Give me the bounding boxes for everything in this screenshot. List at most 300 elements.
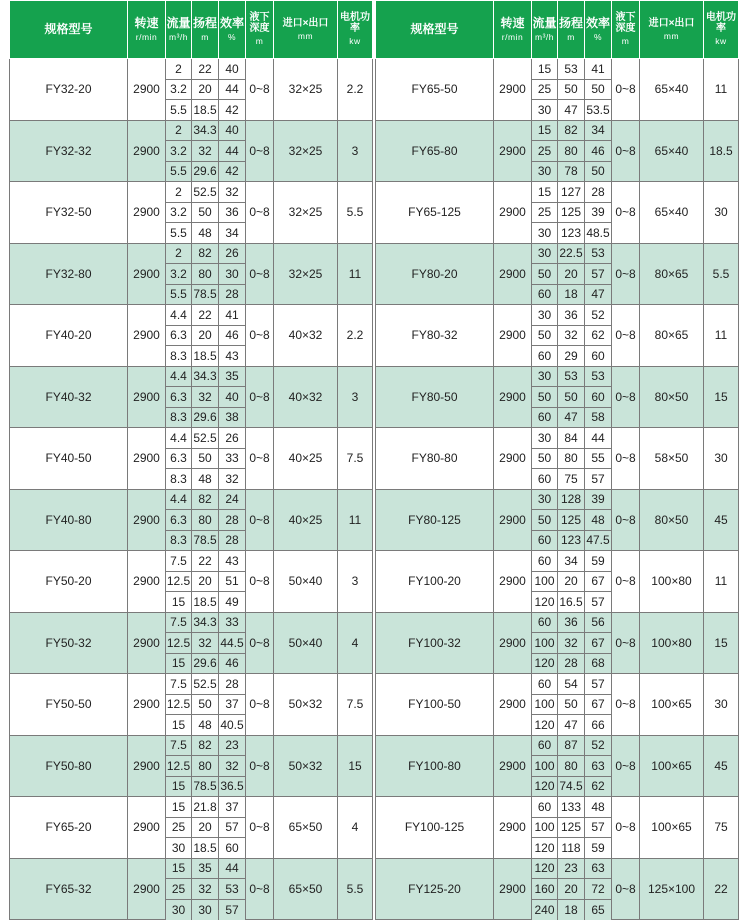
efficiency-cell: 65	[585, 899, 612, 920]
flow-cell: 100	[532, 817, 558, 838]
head-cell: 30	[192, 899, 219, 920]
head-cell: 53	[558, 366, 585, 387]
flow-cell: 30	[532, 161, 558, 182]
table-row	[376, 120, 739, 141]
efficiency-cell: 41	[585, 59, 612, 80]
efficiency-cell: 44	[219, 141, 246, 162]
power-cell: 2.2	[338, 59, 373, 121]
flow-cell: 50	[532, 510, 558, 531]
model-group	[376, 797, 739, 859]
efficiency-cell: 47	[585, 284, 612, 305]
model-group	[376, 428, 739, 490]
table-row	[10, 305, 373, 326]
flow-cell: 3.2	[166, 79, 192, 100]
power-cell: 75	[704, 797, 739, 859]
power-cell: 11	[704, 59, 739, 121]
depth-cell: 0~8	[246, 612, 274, 674]
head-cell: 123	[558, 223, 585, 244]
inlet-outlet-cell: 40×32	[274, 366, 338, 428]
head-cell: 22	[192, 59, 219, 80]
header-depth: 液下深度 m	[246, 1, 274, 59]
head-cell: 34	[558, 551, 585, 572]
model-cell: FY80-125	[376, 489, 494, 551]
depth-cell: 0~8	[612, 612, 640, 674]
model-group	[10, 551, 373, 613]
head-cell: 53	[558, 59, 585, 80]
table-row	[10, 59, 373, 80]
depth-cell: 0~8	[246, 489, 274, 551]
head-cell: 18	[558, 899, 585, 920]
efficiency-cell: 55	[585, 448, 612, 469]
efficiency-cell: 26	[219, 428, 246, 449]
flow-cell: 120	[532, 838, 558, 859]
efficiency-cell: 44	[219, 858, 246, 879]
header-speed: 转速 r/min	[128, 1, 166, 59]
efficiency-cell: 57	[585, 674, 612, 695]
efficiency-cell: 50	[585, 79, 612, 100]
power-cell: 5.5	[704, 243, 739, 305]
table-row	[376, 551, 739, 572]
flow-cell: 30	[166, 838, 192, 859]
head-cell: 82	[192, 243, 219, 264]
flow-cell: 15	[532, 59, 558, 80]
depth-cell: 0~8	[612, 735, 640, 797]
header-speed: 转速 r/min	[494, 1, 532, 59]
table-row	[376, 366, 739, 387]
head-cell: 48	[192, 469, 219, 490]
efficiency-cell: 48.5	[585, 223, 612, 244]
head-cell: 74.5	[558, 776, 585, 797]
table-row	[376, 305, 739, 326]
depth-cell: 0~8	[246, 858, 274, 920]
speed-cell: 2900	[494, 305, 532, 367]
header-head: 扬程 m	[192, 1, 219, 59]
model-group	[376, 366, 739, 428]
model-cell: FY32-20	[10, 59, 128, 121]
flow-cell: 60	[532, 674, 558, 695]
flow-cell: 120	[532, 776, 558, 797]
power-cell: 2.2	[338, 305, 373, 367]
model-cell: FY100-32	[376, 612, 494, 674]
efficiency-cell: 41	[219, 305, 246, 326]
depth-cell: 0~8	[246, 674, 274, 736]
head-cell: 47	[558, 100, 585, 121]
flow-cell: 4.4	[166, 366, 192, 387]
model-cell: FY80-20	[376, 243, 494, 305]
table-row	[376, 612, 739, 633]
speed-cell: 2900	[128, 59, 166, 121]
model-group	[376, 489, 739, 551]
power-cell: 22	[704, 858, 739, 920]
efficiency-cell: 53	[585, 366, 612, 387]
efficiency-cell: 46	[219, 653, 246, 674]
model-group	[10, 489, 373, 551]
head-cell: 82	[558, 120, 585, 141]
head-cell: 84	[558, 428, 585, 449]
flow-cell: 30	[532, 100, 558, 121]
head-cell: 50	[558, 79, 585, 100]
flow-cell: 8.3	[166, 469, 192, 490]
head-cell: 28	[558, 653, 585, 674]
table-row	[376, 428, 739, 449]
efficiency-cell: 62	[585, 776, 612, 797]
flow-cell: 6.3	[166, 448, 192, 469]
flow-cell: 7.5	[166, 674, 192, 695]
head-cell: 18.5	[192, 100, 219, 121]
speed-cell: 2900	[128, 489, 166, 551]
speed-cell: 2900	[494, 428, 532, 490]
flow-cell: 12.5	[166, 694, 192, 715]
model-group	[376, 551, 739, 613]
head-cell: 18	[558, 284, 585, 305]
table-row	[10, 735, 373, 756]
head-cell: 80	[192, 510, 219, 531]
speed-cell: 2900	[128, 551, 166, 613]
efficiency-cell: 33	[219, 448, 246, 469]
model-group	[376, 243, 739, 305]
head-cell: 127	[558, 182, 585, 203]
inlet-outlet-cell: 40×25	[274, 428, 338, 490]
efficiency-cell: 57	[585, 469, 612, 490]
efficiency-cell: 53	[219, 879, 246, 900]
flow-cell: 15	[166, 592, 192, 613]
power-cell: 3	[338, 120, 373, 182]
flow-cell: 8.3	[166, 407, 192, 428]
flow-cell: 25	[166, 879, 192, 900]
inlet-outlet-cell: 100×65	[640, 735, 704, 797]
power-cell: 5.5	[338, 182, 373, 244]
flow-cell: 7.5	[166, 735, 192, 756]
flow-cell: 7.5	[166, 612, 192, 633]
model-cell: FY32-32	[10, 120, 128, 182]
speed-cell: 2900	[494, 551, 532, 613]
efficiency-cell: 40	[219, 387, 246, 408]
efficiency-cell: 38	[219, 407, 246, 428]
inlet-outlet-cell: 50×40	[274, 612, 338, 674]
flow-cell: 60	[532, 551, 558, 572]
head-cell: 20	[558, 879, 585, 900]
inlet-outlet-cell: 58×50	[640, 428, 704, 490]
efficiency-cell: 52	[585, 735, 612, 756]
flow-cell: 50	[532, 387, 558, 408]
head-cell: 18.5	[192, 592, 219, 613]
flow-cell: 25	[532, 202, 558, 223]
header-flow: 流量 m³/h	[532, 1, 558, 59]
efficiency-cell: 57	[219, 899, 246, 920]
model-group	[10, 612, 373, 674]
flow-cell: 100	[532, 571, 558, 592]
efficiency-cell: 30	[219, 264, 246, 285]
flow-cell: 12.5	[166, 756, 192, 777]
head-cell: 29.6	[192, 653, 219, 674]
speed-cell: 2900	[494, 120, 532, 182]
model-cell: FY65-20	[10, 797, 128, 859]
power-cell: 18.5	[704, 120, 739, 182]
efficiency-cell: 32	[219, 182, 246, 203]
flow-cell: 5.5	[166, 223, 192, 244]
efficiency-cell: 37	[219, 694, 246, 715]
table-row	[10, 551, 373, 572]
model-cell: FY100-80	[376, 735, 494, 797]
flow-cell: 3.2	[166, 141, 192, 162]
table-row	[10, 797, 373, 818]
model-cell: FY40-32	[10, 366, 128, 428]
header-flow: 流量 m³/h	[166, 1, 192, 59]
head-cell: 50	[558, 387, 585, 408]
depth-cell: 0~8	[246, 182, 274, 244]
flow-cell: 60	[532, 530, 558, 551]
model-cell: FY65-32	[10, 858, 128, 920]
head-cell: 22	[192, 305, 219, 326]
table-row	[376, 182, 739, 203]
flow-cell: 15	[166, 858, 192, 879]
model-group	[10, 243, 373, 305]
head-cell: 52.5	[192, 428, 219, 449]
head-cell: 18.5	[192, 346, 219, 367]
speed-cell: 2900	[128, 366, 166, 428]
table-row	[10, 120, 373, 141]
model-cell: FY32-50	[10, 182, 128, 244]
power-cell: 45	[704, 735, 739, 797]
power-cell: 4	[338, 797, 373, 859]
flow-cell: 50	[532, 325, 558, 346]
efficiency-cell: 40.5	[219, 715, 246, 736]
head-cell: 82	[192, 489, 219, 510]
head-cell: 36	[558, 612, 585, 633]
inlet-outlet-cell: 80×65	[640, 305, 704, 367]
head-cell: 50	[192, 202, 219, 223]
efficiency-cell: 67	[585, 571, 612, 592]
model-cell: FY40-20	[10, 305, 128, 367]
efficiency-cell: 62	[585, 325, 612, 346]
inlet-outlet-cell: 65×40	[640, 182, 704, 244]
model-group	[376, 674, 739, 736]
depth-cell: 0~8	[612, 243, 640, 305]
head-cell: 50	[192, 694, 219, 715]
header-model: 规格型号	[10, 1, 128, 59]
flow-cell: 2	[166, 243, 192, 264]
head-cell: 125	[558, 202, 585, 223]
efficiency-cell: 57	[585, 817, 612, 838]
efficiency-cell: 50	[585, 161, 612, 182]
efficiency-cell: 39	[585, 489, 612, 510]
head-cell: 48	[192, 715, 219, 736]
flow-cell: 120	[532, 858, 558, 879]
head-cell: 50	[192, 448, 219, 469]
depth-cell: 0~8	[246, 366, 274, 428]
depth-cell: 0~8	[612, 59, 640, 121]
head-cell: 32	[558, 325, 585, 346]
efficiency-cell: 24	[219, 489, 246, 510]
flow-cell: 60	[532, 407, 558, 428]
head-cell: 29.6	[192, 407, 219, 428]
flow-cell: 25	[166, 817, 192, 838]
model-cell: FY65-80	[376, 120, 494, 182]
efficiency-cell: 32	[219, 756, 246, 777]
depth-cell: 0~8	[612, 428, 640, 490]
efficiency-cell: 53	[585, 243, 612, 264]
flow-cell: 5.5	[166, 100, 192, 121]
spec-table-right	[375, 0, 739, 920]
inlet-outlet-cell: 100×80	[640, 551, 704, 613]
head-cell: 80	[558, 141, 585, 162]
model-cell: FY50-50	[10, 674, 128, 736]
flow-cell: 100	[532, 694, 558, 715]
power-cell: 11	[704, 551, 739, 613]
head-cell: 23	[558, 858, 585, 879]
efficiency-cell: 68	[585, 653, 612, 674]
efficiency-cell: 67	[585, 694, 612, 715]
power-cell: 5.5	[338, 858, 373, 920]
inlet-outlet-cell: 65×50	[274, 858, 338, 920]
flow-cell: 6.3	[166, 510, 192, 531]
head-cell: 82	[192, 735, 219, 756]
depth-cell: 0~8	[612, 551, 640, 613]
table-header-row	[10, 1, 373, 59]
speed-cell: 2900	[128, 182, 166, 244]
efficiency-cell: 46	[219, 325, 246, 346]
table-row	[376, 243, 739, 264]
efficiency-cell: 44	[219, 79, 246, 100]
inlet-outlet-cell: 80×65	[640, 243, 704, 305]
flow-cell: 100	[532, 633, 558, 654]
head-cell: 50	[558, 694, 585, 715]
head-cell: 80	[558, 448, 585, 469]
model-cell: FY80-50	[376, 366, 494, 428]
head-cell: 36	[558, 305, 585, 326]
flow-cell: 15	[166, 653, 192, 674]
flow-cell: 2	[166, 120, 192, 141]
header-inlet-outlet: 进口×出口 mm	[640, 1, 704, 59]
head-cell: 80	[192, 756, 219, 777]
model-group	[10, 59, 373, 121]
flow-cell: 8.3	[166, 346, 192, 367]
flow-cell: 2	[166, 59, 192, 80]
head-cell: 78	[558, 161, 585, 182]
head-cell: 35	[192, 858, 219, 879]
efficiency-cell: 42	[219, 100, 246, 121]
speed-cell: 2900	[494, 612, 532, 674]
head-cell: 125	[558, 817, 585, 838]
power-cell: 30	[704, 428, 739, 490]
model-group	[10, 305, 373, 367]
efficiency-cell: 66	[585, 715, 612, 736]
header-head: 扬程 m	[558, 1, 585, 59]
efficiency-cell: 59	[585, 551, 612, 572]
flow-cell: 25	[532, 141, 558, 162]
head-cell: 78.5	[192, 284, 219, 305]
efficiency-cell: 60	[585, 346, 612, 367]
model-cell: FY65-50	[376, 59, 494, 121]
speed-cell: 2900	[494, 797, 532, 859]
speed-cell: 2900	[494, 182, 532, 244]
flow-cell: 120	[532, 715, 558, 736]
power-cell: 45	[704, 489, 739, 551]
head-cell: 32	[192, 387, 219, 408]
model-group	[10, 120, 373, 182]
head-cell: 20	[558, 571, 585, 592]
depth-cell: 0~8	[612, 797, 640, 859]
efficiency-cell: 28	[219, 510, 246, 531]
power-cell: 30	[704, 182, 739, 244]
inlet-outlet-cell: 32×25	[274, 182, 338, 244]
flow-cell: 3.2	[166, 264, 192, 285]
flow-cell: 25	[532, 79, 558, 100]
head-cell: 133	[558, 797, 585, 818]
efficiency-cell: 48	[585, 797, 612, 818]
efficiency-cell: 57	[585, 592, 612, 613]
table-row	[10, 182, 373, 203]
flow-cell: 15	[166, 776, 192, 797]
head-cell: 20	[192, 817, 219, 838]
inlet-outlet-cell: 50×40	[274, 551, 338, 613]
flow-cell: 2	[166, 182, 192, 203]
head-cell: 34.3	[192, 366, 219, 387]
model-cell: FY125-20	[376, 858, 494, 920]
head-cell: 22	[192, 551, 219, 572]
efficiency-cell: 33	[219, 612, 246, 633]
flow-cell: 12.5	[166, 633, 192, 654]
model-group	[10, 428, 373, 490]
flow-cell: 30	[532, 428, 558, 449]
model-group	[376, 612, 739, 674]
depth-cell: 0~8	[246, 428, 274, 490]
model-cell: FY40-80	[10, 489, 128, 551]
efficiency-cell: 57	[219, 817, 246, 838]
model-cell: FY100-50	[376, 674, 494, 736]
model-cell: FY40-50	[10, 428, 128, 490]
left-spec-table	[9, 0, 372, 922]
flow-cell: 4.4	[166, 305, 192, 326]
power-cell: 15	[704, 366, 739, 428]
power-cell: 3	[338, 551, 373, 613]
table-row	[376, 59, 739, 80]
inlet-outlet-cell: 65×50	[274, 797, 338, 859]
efficiency-cell: 44	[585, 428, 612, 449]
power-cell: 11	[338, 243, 373, 305]
table-row	[10, 612, 373, 633]
head-cell: 34.3	[192, 612, 219, 633]
model-cell: FY32-80	[10, 243, 128, 305]
flow-cell: 100	[532, 756, 558, 777]
head-cell: 125	[558, 510, 585, 531]
header-model: 规格型号	[376, 1, 494, 59]
depth-cell: 0~8	[246, 243, 274, 305]
header-power: 电机功率 kw	[704, 1, 739, 59]
depth-cell: 0~8	[612, 182, 640, 244]
efficiency-cell: 37	[219, 797, 246, 818]
inlet-outlet-cell: 100×80	[640, 612, 704, 674]
inlet-outlet-cell: 80×50	[640, 366, 704, 428]
head-cell: 18.5	[192, 838, 219, 859]
efficiency-cell: 26	[219, 243, 246, 264]
flow-cell: 120	[532, 653, 558, 674]
table-row	[376, 489, 739, 510]
power-cell: 15	[704, 612, 739, 674]
inlet-outlet-cell: 32×25	[274, 59, 338, 121]
power-cell: 3	[338, 366, 373, 428]
speed-cell: 2900	[494, 735, 532, 797]
efficiency-cell: 28	[219, 284, 246, 305]
efficiency-cell: 47.5	[585, 530, 612, 551]
head-cell: 80	[192, 264, 219, 285]
model-group	[376, 59, 739, 121]
inlet-outlet-cell: 40×32	[274, 305, 338, 367]
spec-table-left	[9, 0, 373, 920]
flow-cell: 4.4	[166, 428, 192, 449]
speed-cell: 2900	[494, 489, 532, 551]
model-group	[10, 182, 373, 244]
